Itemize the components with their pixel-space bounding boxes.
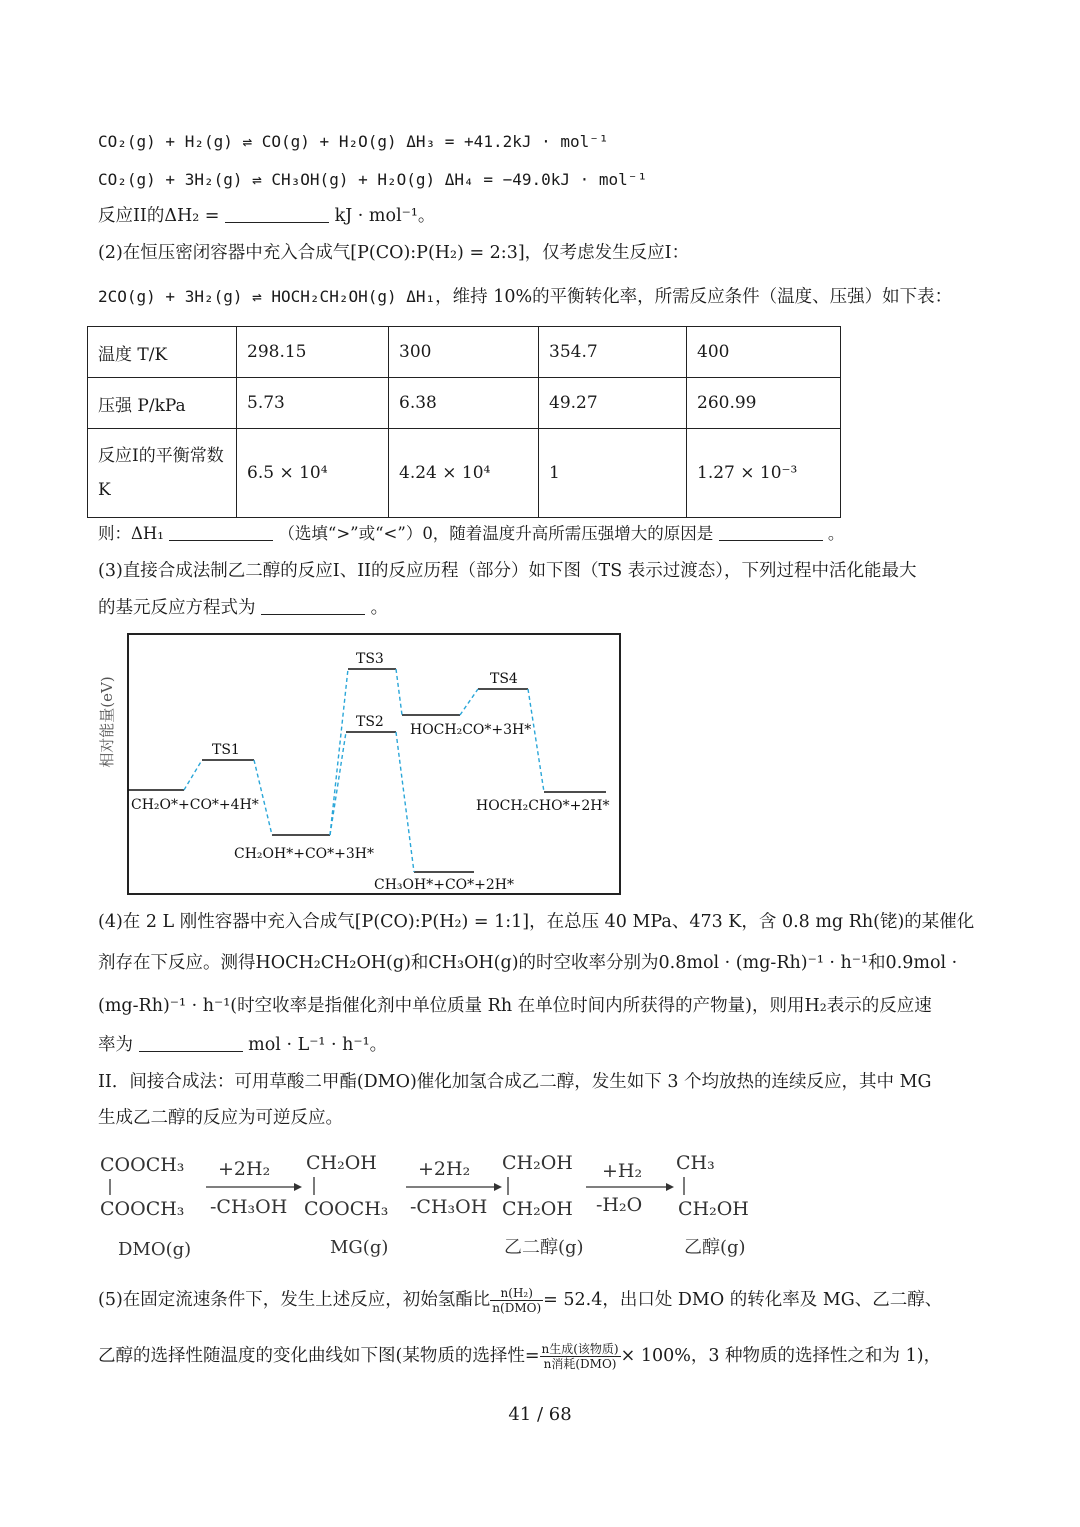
equation-4: CO₂(g) + 3H₂(g) ⇌ CH₃OH(g) + H₂O(g) ΔH₄ = −49.0kJ · mol⁻¹ (98, 170, 648, 189)
arrow-head-icon (494, 1183, 502, 1191)
table-cell: 6.5 × 10⁴ (237, 429, 389, 518)
answer-blank (261, 598, 365, 615)
energy-axis-label: 相对能量(eV) (98, 676, 116, 768)
fraction-denominator: n(DMO) (492, 1301, 542, 1315)
reaction-energy-diagram (98, 632, 623, 897)
eg-name: 乙二醇(g) (504, 1237, 584, 1258)
dh2-question (98, 205, 435, 227)
after-table-a: 则：ΔH₁ (98, 524, 164, 543)
after-table-b: （选填“>”或“<”）0，随着温度升高所需压强增大的原因是 (278, 524, 714, 543)
table-cell: 温度 T/K (88, 327, 237, 378)
answer-blank (139, 1035, 243, 1052)
q3-line2-end: 。 (370, 598, 389, 618)
table-cell: 260.99 (687, 378, 841, 429)
q3-line1: (3)直接合成法制乙二醇的反应I、II的反应历程（部分）如下图（TS 表示过渡态），下列过程中活化能最大 (98, 561, 917, 581)
arrow2-top: +2H₂ (418, 1158, 471, 1180)
arrow-head-icon (294, 1183, 302, 1191)
q4-line4-b: mol · L⁻¹ · h⁻¹。 (248, 1035, 388, 1055)
fraction-denominator: n消耗(DMO) (543, 1357, 617, 1371)
q5-line1-b: = 52.4，出口处 DMO 的转化率及 MG、乙二醇、 (543, 1290, 943, 1310)
q2-line2-text: ，维持 10%的平衡转化率，所需反应条件（温度、压强）如下表： (435, 287, 953, 307)
label-ch3oh-co-2h: CH₃OH*+CO*+2H* (374, 877, 514, 893)
after-table-c: 。 (827, 524, 845, 543)
label-hoch2co-3h: HOCH₂CO*+3H* (410, 722, 532, 738)
dmo-bottom: COOCH₃ (100, 1198, 185, 1220)
q2-line2 (98, 286, 952, 308)
table-cell: 4.24 × 10⁴ (389, 429, 539, 518)
label-ts2: TS2 (356, 714, 384, 730)
table-cell: 400 (687, 327, 841, 378)
fraction-numerator: n(H₂) (490, 1286, 543, 1301)
table-cell: 压强 P/kPa (88, 378, 237, 429)
mg-bottom: COOCH₃ (304, 1198, 389, 1220)
diagram-frame (128, 634, 620, 894)
table-cell: 反应I的平衡常数 K (88, 429, 237, 518)
q4-line3: (mg-Rh)⁻¹ · h⁻¹(时空收率是指催化剂中单位质量 Rh 在单位时间内所获得的产物量)，则用H₂表示的反应速 (98, 996, 932, 1016)
q4-line4-a: 率为 (98, 1035, 133, 1055)
part-ii-line2: 生成乙二醇的反应为可逆反应。 (98, 1108, 343, 1128)
fraction-numerator: n生成(该物质) (541, 1342, 619, 1356)
arrow1-bottom: -CH₃OH (210, 1196, 288, 1218)
ethanol-bottom: CH₂OH (678, 1198, 749, 1220)
part-ii-line1: II．间接合成法：可用草酸二甲酯(DMO)催化加氢合成乙二醇，发生如下 3 个均放热的连续反应，其中 MG (98, 1072, 932, 1092)
q5-line1 (98, 1286, 942, 1315)
label-ts3: TS3 (356, 651, 384, 667)
answer-blank (719, 524, 823, 541)
selectivity-fraction (540, 1342, 621, 1371)
answer-blank (169, 524, 273, 541)
table-cell: 354.7 (539, 327, 687, 378)
reaction-1-equation: 2CO(g) + 3H₂(g) ⇌ HOCH₂CH₂OH(g) ΔH₁ (98, 287, 436, 306)
table-cell: 6.38 (389, 378, 539, 429)
hydrogenation-scheme (98, 1145, 778, 1270)
table-cell: 1 (539, 429, 687, 518)
dmo-name: DMO(g) (118, 1239, 192, 1260)
arrow3-top: +H₂ (602, 1160, 643, 1182)
arrow3-bottom: -H₂O (596, 1194, 643, 1216)
q3-line2 (98, 597, 388, 619)
label-ts4: TS4 (490, 671, 518, 687)
table-cell: 300 (389, 327, 539, 378)
page-number: 41 / 68 (508, 1404, 572, 1425)
conditions-table (87, 326, 841, 518)
arrow1-top: +2H₂ (218, 1158, 271, 1180)
dmo-top: COOCH₃ (100, 1154, 185, 1176)
table-cell: 298.15 (237, 327, 389, 378)
label-ch2oh-co-3h: CH₂OH*+CO*+3H* (234, 846, 374, 862)
mg-top: CH₂OH (306, 1152, 377, 1174)
q4-line2: 剂存在下反应。测得HOCH₂CH₂OH(g)和CH₃OH(g)的时空收率分别为0.8mol · (mg-Rh)⁻¹ · h⁻¹和0.9mol · (98, 953, 958, 973)
label-hoch2cho-2h: HOCH₂CHO*+2H* (476, 798, 610, 814)
q5-line2 (98, 1342, 941, 1371)
q2-line1: (2)在恒压密闭容器中充入合成气[P(CO):P(H₂) = 2:3]，仅考虑发生反应I： (98, 243, 690, 263)
answer-blank (225, 206, 329, 223)
dh2-prefix: 反应II的ΔH₂ = (98, 206, 220, 226)
table-row (88, 327, 841, 378)
eg-bottom: CH₂OH (502, 1198, 573, 1220)
arrow2-bottom: -CH₃OH (410, 1196, 488, 1218)
q5-line1-a: (5)在固定流速条件下，发生上述反应，初始氢酯比 (98, 1290, 491, 1310)
equation-3: CO₂(g) + H₂(g) ⇌ CO(g) + H₂O(g) ΔH₃ = +41.2kJ · mol⁻¹ (98, 132, 609, 151)
arrow-head-icon (666, 1183, 674, 1191)
q5-line2-b: × 100%，3 种物质的选择性之和为 1)， (620, 1346, 942, 1366)
table-row (88, 378, 841, 429)
table-cell: 1.27 × 10⁻³ (687, 429, 841, 518)
q4-line1: (4)在 2 L 刚性容器中充入合成气[P(CO):P(H₂) = 1:1]，在总压 40 MPa、473 K，含 0.8 mg Rh(铑)的某催化 (98, 912, 975, 932)
table-row (88, 429, 841, 518)
label-ch2o-co-4h: CH₂O*+CO*+4H* (131, 797, 259, 813)
ethanol-name: 乙醇(g) (684, 1237, 746, 1258)
eg-top: CH₂OH (502, 1152, 573, 1174)
after-table-line (98, 523, 844, 545)
h2-dmo-ratio-fraction (490, 1286, 543, 1315)
dh2-suffix: kJ · mol⁻¹。 (334, 206, 436, 226)
q4-line4 (98, 1034, 387, 1056)
table-cell: 5.73 (237, 378, 389, 429)
label-ts1: TS1 (212, 742, 240, 758)
ethanol-top: CH₃ (676, 1152, 715, 1174)
q5-line2-a: 乙醇的选择性随温度的变化曲线如下图(某物质的选择性= (98, 1346, 540, 1366)
table-cell: 49.27 (539, 378, 687, 429)
mg-name: MG(g) (330, 1237, 389, 1258)
q3-line2-text: 的基元反应方程式为 (98, 598, 256, 618)
